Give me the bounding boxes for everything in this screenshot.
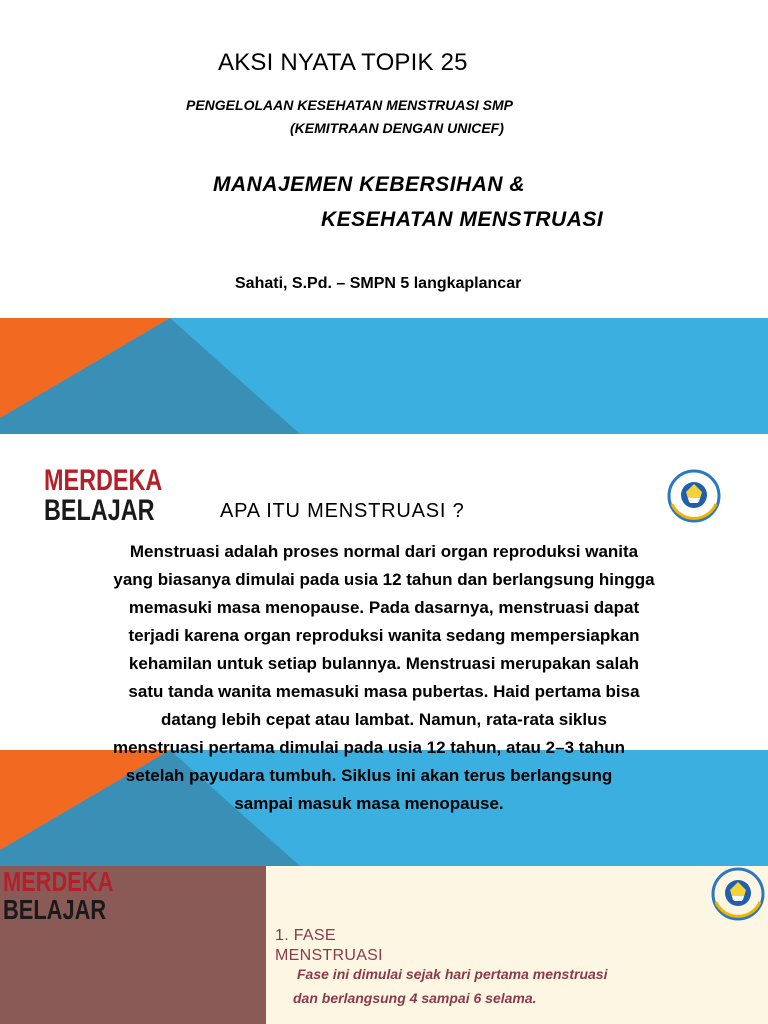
heading-line-2: KESEHATAN MENSTRUASI <box>321 208 604 231</box>
logo-line-belajar: BELAJAR <box>3 894 107 925</box>
definition-paragraph-continued <box>0 734 738 818</box>
slide-title: AKSI NYATA TOPIK 25 <box>218 49 468 76</box>
paragraph-line: satu tanda wanita memasuki masa pubertas. Haid pertama bisa <box>128 682 640 701</box>
phase-body-line-2: dan berlangsung 4 sampai 6 selama. <box>293 990 537 1006</box>
heading-line-1: MANAJEMEN KEBERSIHAN & <box>213 173 526 196</box>
logo-line-merdeka: MERDEKA <box>44 464 163 497</box>
paragraph-line: setelah payudara tumbuh. Siklus ini akan terus berlangsung <box>125 766 613 785</box>
tut-wuri-handayani-icon <box>666 468 722 524</box>
phase-body-line-1: Fase ini dimulai sejak hari pertama menstruasi <box>297 966 608 982</box>
decorative-band <box>0 318 768 434</box>
author-line: Sahati, S.Pd. – SMPN 5 langkaplancar <box>235 275 522 292</box>
subtitle-line-2: (KEMITRAAN DENGAN UNICEF) <box>290 120 504 136</box>
paragraph-line: datang lebih cepat atau lambat. Namun, rata-rata siklus <box>161 710 607 729</box>
phase-slide <box>0 866 768 1024</box>
logo-line-merdeka: MERDEKA <box>3 866 114 897</box>
tut-wuri-handayani-icon <box>710 866 766 922</box>
phase-title-line-2: MENSTRUASI <box>275 947 383 964</box>
paragraph-line: kehamilan untuk setiap bulannya. Menstruasi merupakan salah <box>128 654 640 673</box>
definition-slide <box>0 434 768 866</box>
paragraph-line: memasuki masa menopause. Pada dasarnya, menstruasi dapat <box>128 598 640 617</box>
definition-paragraph <box>0 538 768 734</box>
section-title: APA ITU MENSTRUASI ? <box>220 500 465 522</box>
paragraph-line: Menstruasi adalah proses normal dari organ reproduksi wanita <box>129 542 639 561</box>
merdeka-belajar-logo <box>44 466 162 526</box>
merdeka-belajar-logo <box>3 868 113 924</box>
phase-title-line-1: 1. FASE <box>275 927 336 944</box>
title-slide <box>0 0 768 434</box>
paragraph-line: sampai masuk masa menopause. <box>234 794 504 813</box>
paragraph-line: yang biasanya dimulai pada usia 12 tahun dan berlangsung hingga <box>113 570 655 589</box>
paragraph-line: terjadi karena organ reproduksi wanita sedang mempersiapkan <box>128 626 640 645</box>
phase-title <box>275 926 383 966</box>
subtitle-line-1: PENGELOLAAN KESEHATAN MENSTRUASI SMP <box>186 97 513 113</box>
paragraph-line: menstruasi pertama dimulai pada usia 12 tahun, atau 2–3 tahun <box>112 738 626 757</box>
logo-line-belajar: BELAJAR <box>44 494 155 527</box>
